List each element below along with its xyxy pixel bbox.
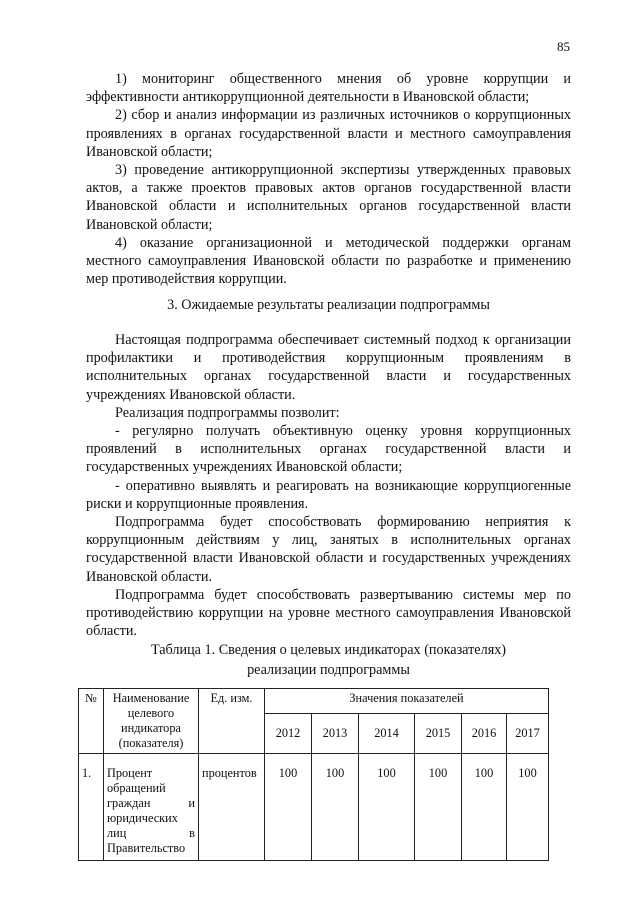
value-cell: 100: [415, 754, 462, 861]
measures-list: [86, 70, 571, 288]
value-cell: 100: [462, 754, 507, 861]
year-cell: 2013: [312, 714, 359, 754]
value-cell: 100: [507, 754, 549, 861]
header-name: Наименование целевого индикатора (показателя): [104, 689, 199, 754]
section-heading: 3. Ожидаемые результаты реализации подпрограммы: [167, 297, 490, 313]
table-row: [79, 754, 549, 861]
value-cell: 100: [359, 754, 415, 861]
row-name: Процент обращений граждан и юридических лиц в Правительство: [104, 754, 199, 861]
results-text: [86, 331, 571, 640]
list-item: 1) мониторинг общественного мнения об уровне коррупции и эффективности антикоррупционной деятельности в Ивановской области;: [86, 71, 571, 106]
year-cell: 2014: [359, 714, 415, 754]
paragraph: - оперативно выявлять и реагировать на возникающие коррупциогенные риски и коррупционные проявления.: [86, 477, 571, 512]
value-cell: 100: [312, 754, 359, 861]
header-unit: Ед. изм.: [199, 689, 265, 754]
table-caption-line: Таблица 1. Сведения о целевых индикаторах (показателях): [150, 642, 507, 658]
table-caption: [86, 640, 571, 680]
year-cell: 2015: [415, 714, 462, 754]
list-item: 4) оказание организационной и методической поддержки органам местного самоуправления Ивановской области по разработке и применению мер противодействия коррупции.: [86, 234, 571, 288]
header-values: Значения показателей: [265, 689, 549, 714]
row-unit: процентов: [199, 754, 265, 861]
row-num: 1.: [79, 754, 104, 861]
paragraph: Подпрограмма будет способствовать развертыванию системы мер по противодействию коррупции на уровне местного самоуправления Ивановской области.: [86, 586, 571, 640]
paragraph: Настоящая подпрограмма обеспечивает системный подход к организации профилактики и противодействия коррупционным проявлениям в исполнительных органах государственной власти и государственных учреждениях Ивановской области.: [86, 332, 571, 403]
paragraph: Подпрограмма будет способствовать формированию неприятия к коррупционным действиям у лиц, занятых в исполнительных органах государственной власти Ивановской области и государственных учреждениях Ивановской области.: [86, 514, 571, 585]
year-cell: 2012: [265, 714, 312, 754]
indicators-table: [78, 688, 549, 861]
section-heading-wrap: [86, 296, 571, 314]
year-cell: 2017: [507, 714, 549, 754]
list-item: 2) сбор и анализ информации из различных источников о коррупционных проявлениях в органах государственной власти и местного самоуправления Ивановской области;: [86, 107, 571, 160]
list-item: 3) проведение антикоррупционной экспертизы утвержденных правовых актов, а также проектов правовых актов органов государственной власти Ивановской области и исполнительных органов государственной власти Ивановской области;: [86, 162, 571, 233]
table-caption-line: реализации подпрограммы: [247, 662, 410, 678]
value-cell: 100: [265, 754, 312, 861]
paragraph: - регулярно получать объективную оценку уровня коррупционных проявлений в исполнительных органах государственной власти и государственных учреждениях Ивановской области;: [86, 423, 571, 476]
page-number: 85: [557, 39, 570, 54]
paragraph: Реализация подпрограммы позволит:: [115, 404, 340, 421]
year-cell: 2016: [462, 714, 507, 754]
header-num: №: [79, 689, 104, 754]
table-header-row: [79, 689, 549, 714]
